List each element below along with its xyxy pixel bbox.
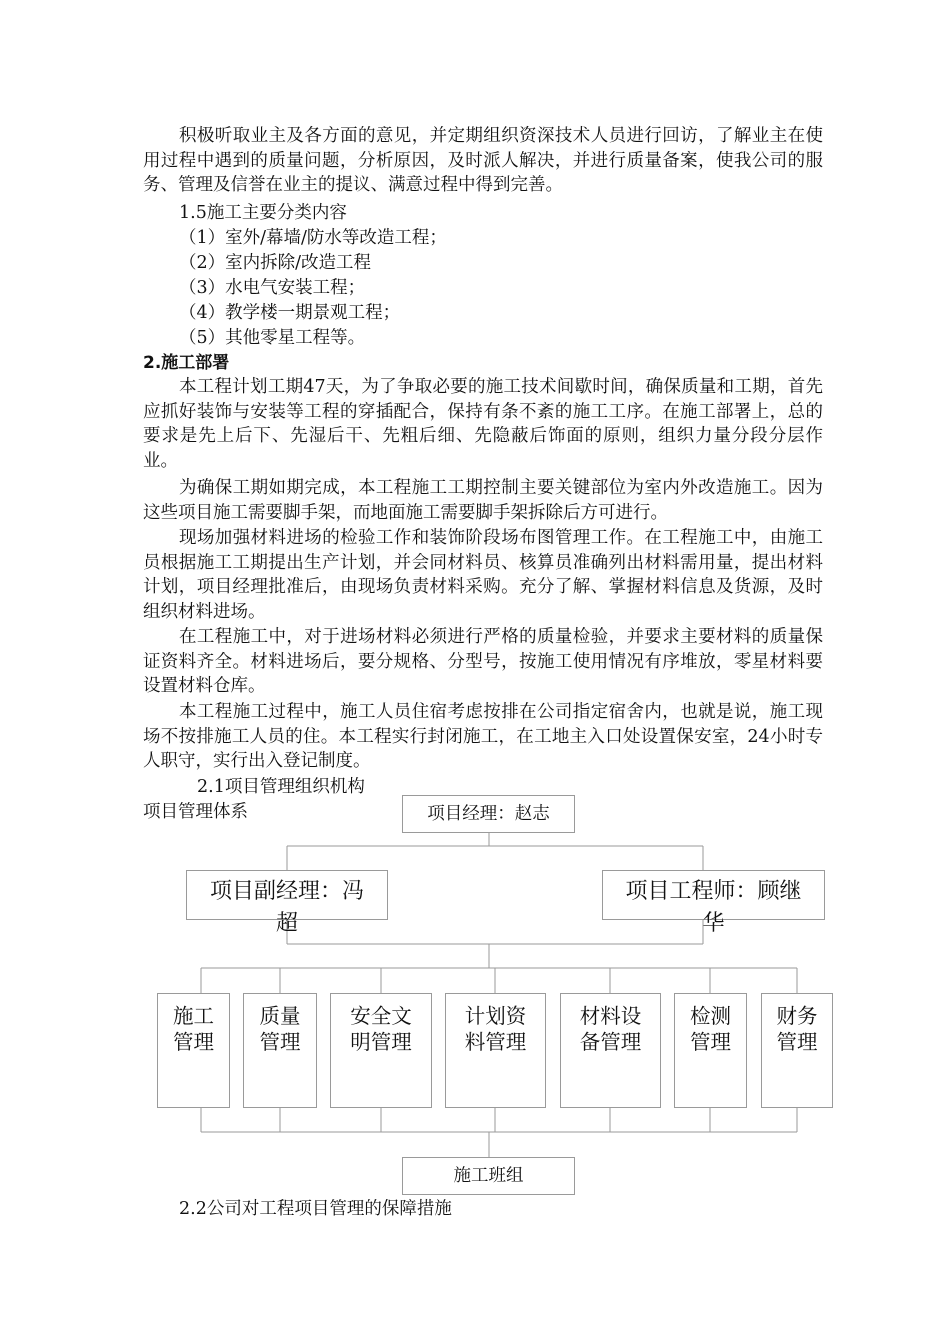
org-box-label: 安全文	[350, 1004, 412, 1028]
org-box-label: 施工班组	[453, 1166, 524, 1186]
section-2-1-title: 2.1项目管理组织机构	[197, 777, 365, 797]
org-box-label: 明管理	[350, 1030, 412, 1054]
list-item: （1）室外/幕墙/防水等改造工程；	[179, 228, 447, 248]
section-heading: 2.施工部署	[143, 353, 230, 373]
org-box-department	[674, 993, 747, 1108]
org-box-department	[330, 993, 432, 1108]
section-2-2-title: 2.2公司对工程项目管理的保障措施	[179, 1199, 452, 1219]
org-box-label: 管理	[173, 1030, 214, 1054]
list-item: （4）教学楼一期景观工程；	[179, 303, 401, 323]
org-box-label: 项目工程师：顾继	[625, 879, 802, 904]
org-box-label: 材料设	[579, 1004, 642, 1028]
org-box-department	[243, 993, 317, 1108]
paragraph-materials: 现场加强材料进场的检验工作和装饰阶段场布图管理工作。在工程施工中，由施工员根据施工工期提出生产计划，并会同材料员、核算员准确列出材料需用量，提出材料计划，项目经理批准后，由现场负责材料采购。充分了解、掌握材料信息及货源，及时组织材料进场。	[143, 528, 823, 623]
org-box-department	[761, 993, 833, 1108]
org-box-manager	[402, 795, 575, 833]
org-box-label: 检测	[690, 1004, 731, 1028]
paragraph-key-parts: 为确保工期如期完成，本工程施工工期控制主要关键部位为室内外改造施工。因为这些项目施工需要脚手架，而地面施工需要脚手架拆除后方可进行。	[143, 478, 823, 523]
section-1-5-title: 1.5施工主要分类内容	[179, 203, 347, 223]
list-item: （3）水电气安装工程；	[179, 278, 366, 298]
paragraph-feedback: 积极听取业主及各方面的意见，并定期组织资深技术人员进行回访，了解业主在使用过程中遇到的质量问题，分析原因，及时派人解决，并进行质量备案，使我公司的服务、管理及信誉在业主的提议、满意过程中得到完善。	[143, 126, 823, 196]
org-box-department	[445, 993, 546, 1108]
org-box-label: 备管理	[579, 1030, 642, 1054]
org-box-department	[157, 993, 230, 1108]
org-box-label: 料管理	[464, 1030, 527, 1054]
org-box-project-engineer	[602, 870, 825, 936]
list-item: （2）室内拆除/改造工程	[179, 253, 372, 273]
paragraph-accommodation: 本工程施工过程中，施工人员住宿考虑按排在公司指定宿舍内，也就是说，施工现场不按排施工人员的住。本工程实行封闭施工，在工地主入口处设置保安室，24小时专人职守，实行出入登记制度。	[143, 702, 823, 772]
org-box-label: 华	[702, 911, 725, 936]
org-box-label: 项目经理：赵志	[427, 804, 550, 824]
list-item: （5）其他零星工程等。	[179, 328, 366, 348]
org-box-label: 质量	[259, 1004, 301, 1028]
org-box-construction-team	[402, 1157, 575, 1195]
paragraph-schedule: 本工程计划工期47天，为了争取必要的施工技术间歇时间，确保质量和工期，首先应抓好装饰与安装等工程的穿插配合，保持有条不紊的施工工序。在施工部署上，总的要求是先上后下、先湿后干、先粗后细、先隐蔽后饰面的原则，组织力量分段分层作业。	[143, 377, 823, 472]
org-box-label: 管理	[259, 1030, 301, 1054]
org-box-label: 管理	[776, 1030, 818, 1054]
org-box-label: 项目副经理：冯	[209, 879, 364, 904]
org-box-label: 施工	[173, 1004, 214, 1028]
paragraph-inspection: 在工程施工中，对于进场材料必须进行严格的质量检验，并要求主要材料的质量保证资料齐全。材料进场后，要分规格、分型号，按施工使用情况有序堆放，零星材料要设置材料仓库。	[143, 627, 823, 697]
org-box-label: 计划资	[464, 1004, 527, 1028]
org-box-department	[560, 993, 661, 1108]
org-box-label: 超	[275, 911, 298, 936]
org-box-deputy-manager	[186, 870, 388, 936]
org-box-label: 财务	[776, 1004, 818, 1028]
org-caption: 项目管理体系	[143, 802, 248, 822]
org-box-label: 管理	[690, 1030, 731, 1054]
